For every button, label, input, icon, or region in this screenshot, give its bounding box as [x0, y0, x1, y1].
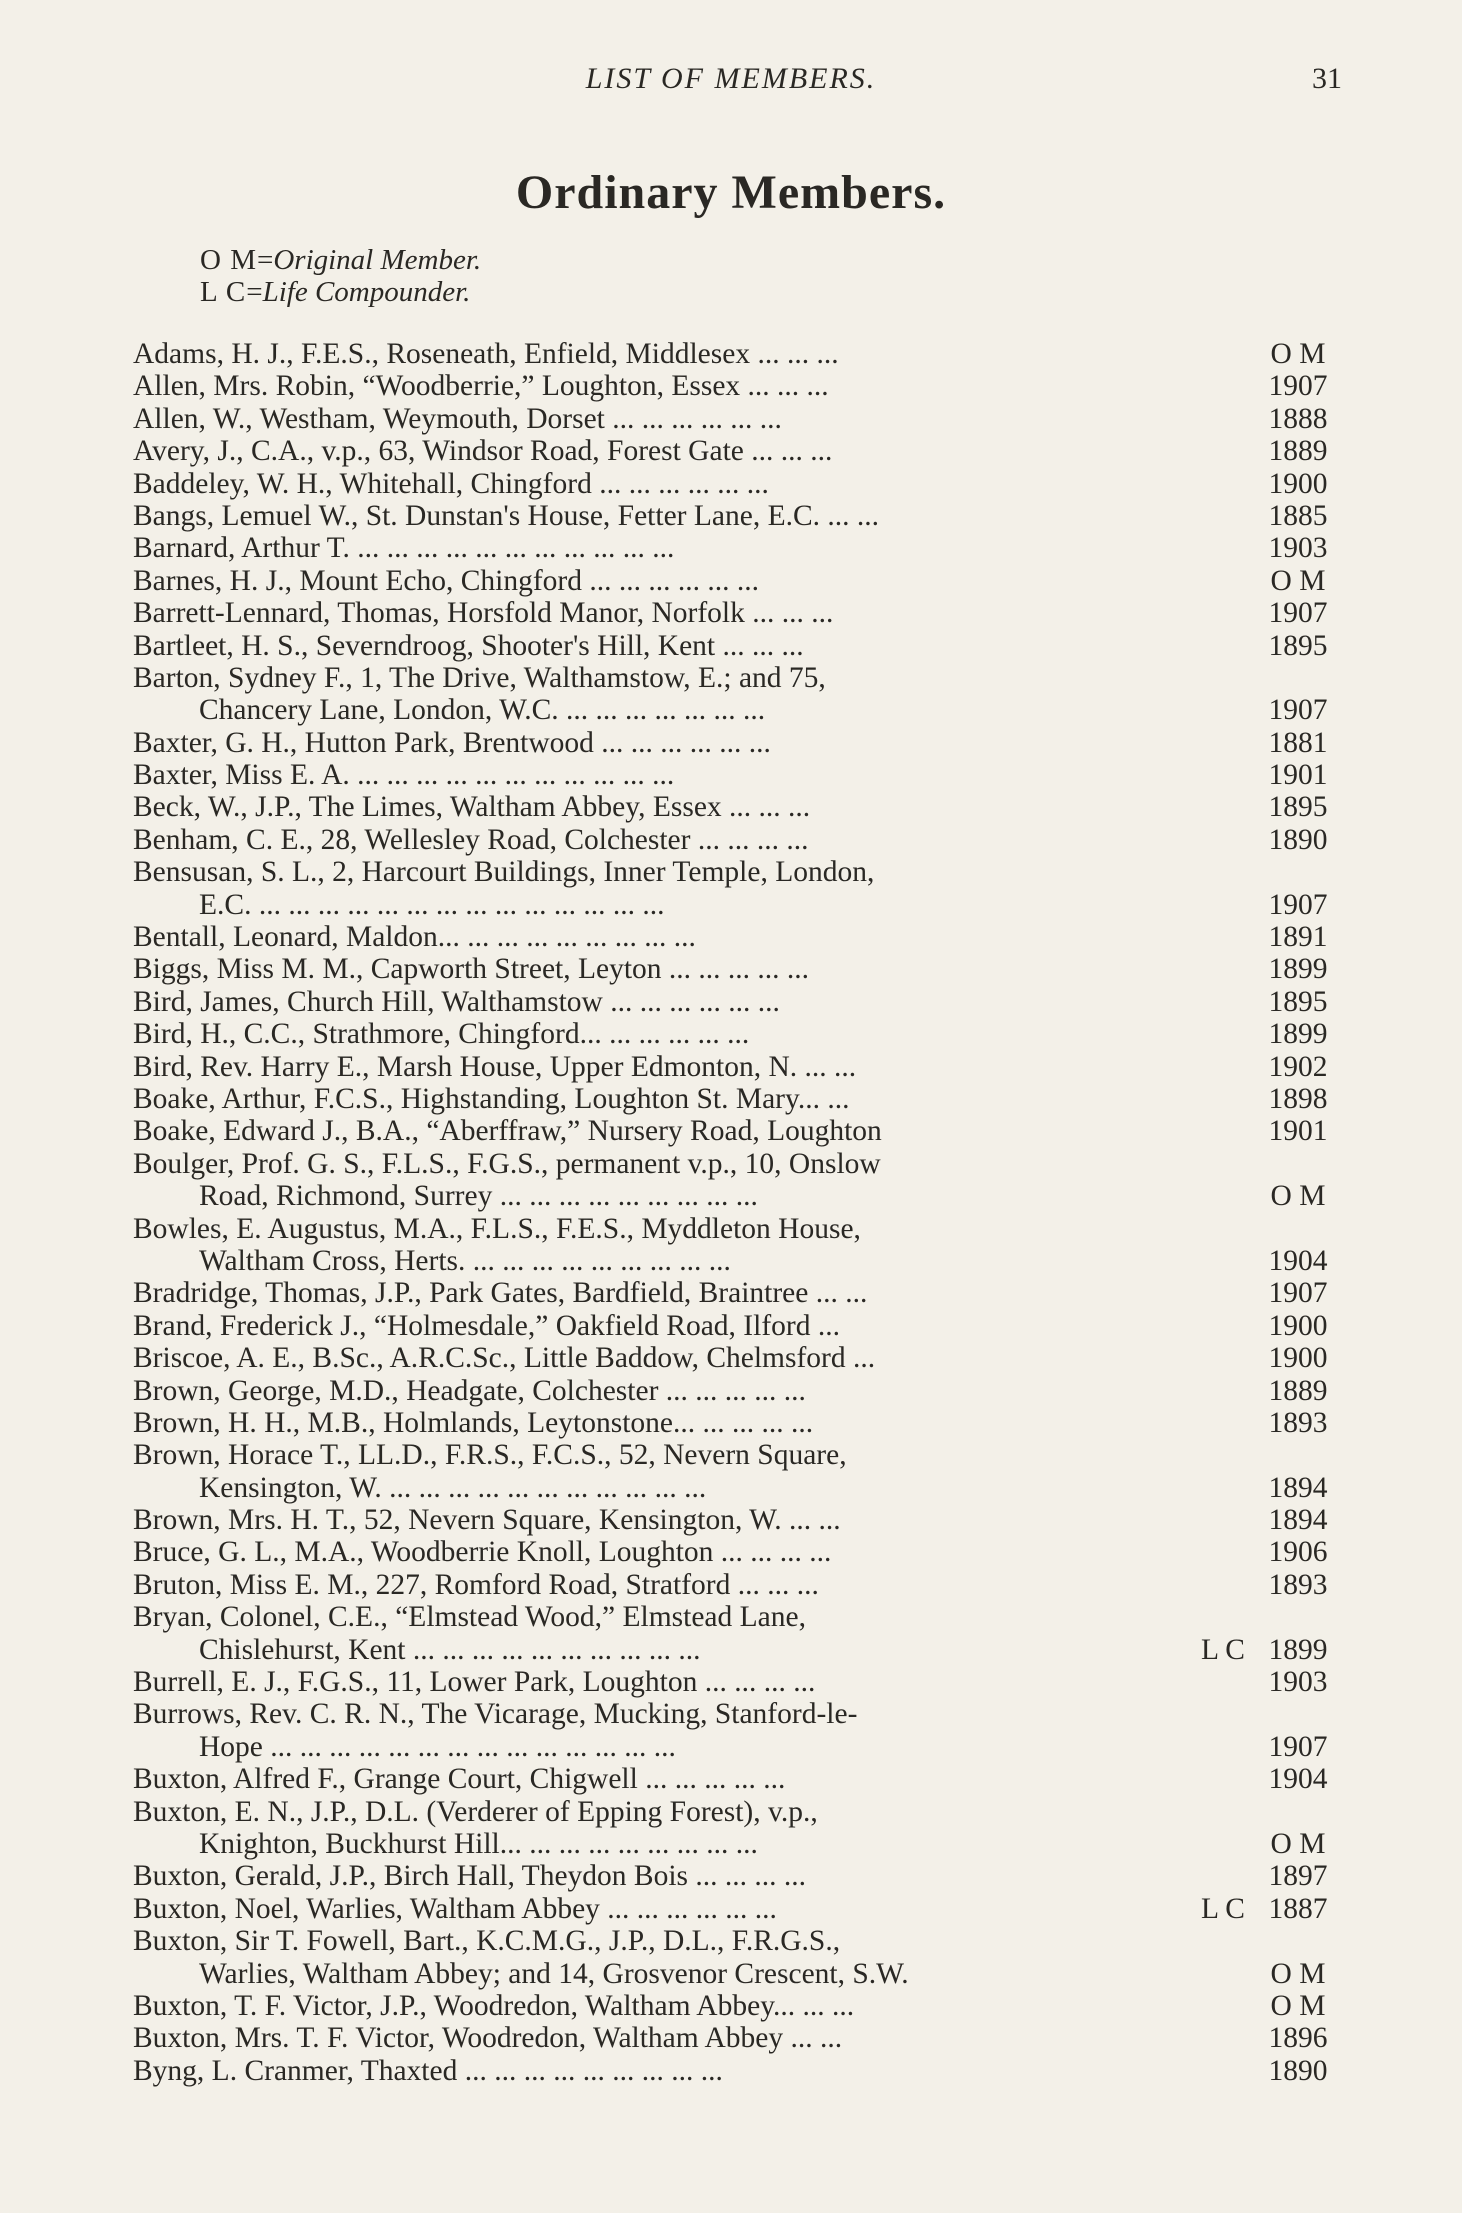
member-entry [133, 856, 1343, 888]
member-entry-text: Barnard, Arthur T. ... ... ... ... ... ... ... ... ... ... ... [133, 532, 675, 565]
member-year: 1891 [1268, 921, 1328, 954]
member-year: 1906 [1268, 1536, 1328, 1569]
member-entry [133, 1407, 1343, 1439]
legend-abbr: O M [200, 244, 257, 276]
member-year: 1885 [1268, 499, 1328, 532]
member-year: 1899 [1268, 953, 1328, 986]
member-entry [133, 1342, 1343, 1374]
member-entry [133, 1698, 1343, 1730]
member-year: 1893 [1268, 1406, 1328, 1439]
member-year: 1907 [1268, 597, 1328, 630]
member-entry-text: Byng, L. Cranmer, Thaxted ... ... ... ... ... ... ... ... ... [133, 2054, 723, 2087]
member-entry-text: Allen, Mrs. Robin, “Woodberrie,” Loughton, Essex ... ... ... [133, 370, 829, 403]
member-entry [133, 1277, 1343, 1309]
member-entry-continuation [133, 1828, 1343, 1860]
member-entry [133, 1504, 1343, 1536]
member-entry-text: Bryan, Colonel, C.E., “Elmstead Wood,” Elmstead Lane, [133, 1601, 806, 1634]
member-entry [133, 791, 1343, 823]
member-year: 1902 [1268, 1050, 1328, 1083]
member-year: 1889 [1268, 435, 1328, 468]
member-entry-text: Brown, H. H., M.B., Holmlands, Leytonstone... ... ... ... ... [133, 1406, 814, 1439]
member-entry [133, 1148, 1343, 1180]
member-year: O M [1270, 564, 1326, 597]
member-entry [133, 468, 1343, 500]
legend-item: L C=Life Compounder. [200, 276, 471, 308]
member-entry-text: Buxton, Alfred F., Grange Court, Chigwell ... ... ... ... ... [133, 1763, 786, 1796]
member-entry [133, 1536, 1343, 1568]
member-entry [133, 1763, 1343, 1795]
member-entry [133, 565, 1343, 597]
member-year: 1900 [1268, 467, 1328, 500]
member-year: 1890 [1268, 823, 1328, 856]
member-entry [133, 986, 1343, 1018]
member-entry-text: Brown, Horace T., LL.D., F.R.S., F.C.S., 52, Nevern Square, [133, 1439, 847, 1472]
member-year: 1901 [1268, 759, 1328, 792]
member-entry-text: Baddeley, W. H., Whitehall, Chingford ... ... ... ... ... ... [133, 467, 769, 500]
member-year: 1901 [1268, 1115, 1328, 1148]
member-year: 1894 [1268, 1471, 1328, 1504]
member-entry-text: Buxton, Sir T. Fowell, Bart., K.C.M.G., J.P., D.L., F.R.G.S., [133, 1925, 841, 1958]
member-entry [133, 370, 1343, 402]
member-year: 1893 [1268, 1568, 1328, 1601]
legend-item: O M=Original Member. [200, 244, 482, 276]
member-entry-text: E.C. ... ... ... ... ... ... ... ... ... ... ... ... ... ... [199, 888, 665, 921]
member-entry-text: Allen, W., Westham, Weymouth, Dorset ... ... ... ... ... ... [133, 402, 782, 435]
member-entry-text: Baxter, Miss E. A. ... ... ... ... ... ... ... ... ... ... ... [133, 759, 675, 792]
member-year: 1896 [1268, 2022, 1328, 2055]
member-year: 1899 [1268, 1633, 1328, 1666]
member-entry [133, 1990, 1343, 2022]
member-year: 1907 [1268, 888, 1328, 921]
running-head: LIST OF MEMBERS. [585, 62, 877, 95]
member-entry-text: Adams, H. J., F.E.S., Roseneath, Enfield, Middlesex ... ... ... [133, 338, 839, 370]
member-entry-continuation [133, 1180, 1343, 1212]
member-entry [133, 1310, 1343, 1342]
member-year: 1907 [1268, 370, 1328, 403]
member-year: 1894 [1268, 1504, 1328, 1537]
member-entry [133, 2022, 1343, 2054]
member-entry-continuation [133, 1958, 1343, 1990]
member-year: O M [1270, 338, 1326, 370]
member-entry [133, 630, 1343, 662]
member-year: 1907 [1268, 1277, 1328, 1310]
member-entry-text: Bird, Rev. Harry E., Marsh House, Upper Edmonton, N. ... ... [133, 1050, 857, 1083]
member-entry-text: Barton, Sydney F., 1, The Drive, Walthamstow, E.; and 75, [133, 661, 826, 694]
member-entry-text: Boake, Arthur, F.C.S., Highstanding, Loughton St. Mary... ... [133, 1082, 850, 1115]
member-entry [133, 1893, 1343, 1925]
member-entry-text: Bensusan, S. L., 2, Harcourt Buildings, Inner Temple, London, [133, 856, 875, 889]
member-year: 1881 [1268, 726, 1328, 759]
member-entry-text: Chislehurst, Kent ... ... ... ... ... ... ... ... ... ... [199, 1633, 701, 1666]
member-status: L C [1201, 1892, 1245, 1925]
member-year: 1900 [1268, 1309, 1328, 1342]
member-entry [133, 1115, 1343, 1147]
member-entry [133, 727, 1343, 759]
legend-desc: Original Member. [273, 244, 482, 276]
member-entry-text: Road, Richmond, Surrey ... ... ... ... ... ... ... ... ... [199, 1180, 758, 1213]
member-entry-text: Waltham Cross, Herts. ... ... ... ... ... ... ... ... ... [199, 1244, 731, 1277]
member-entry-text: Bruton, Miss E. M., 227, Romford Road, Stratford ... ... ... [133, 1568, 819, 1601]
member-entry [133, 1018, 1343, 1050]
member-year: 1887 [1268, 1892, 1328, 1925]
member-entry-text: Bentall, Leonard, Maldon... ... ... ... ... ... ... ... ... [133, 921, 696, 954]
member-entry-text: Buxton, Noel, Warlies, Waltham Abbey ... ... ... ... ... ... [133, 1892, 777, 1925]
member-entry-text: Barnes, H. J., Mount Echo, Chingford ... ... ... ... ... ... [133, 564, 760, 597]
member-year: 1907 [1268, 694, 1328, 727]
member-year: 1895 [1268, 629, 1328, 662]
member-entry [133, 597, 1343, 629]
member-year: O M [1270, 1989, 1326, 2022]
member-entry [133, 338, 1343, 370]
member-entry-text: Warlies, Waltham Abbey; and 14, Grosvenor Crescent, S.W. [199, 1957, 909, 1990]
member-entry-text: Biggs, Miss M. M., Capworth Street, Leyton ... ... ... ... ... [133, 953, 810, 986]
member-entry [133, 1601, 1343, 1633]
member-year: O M [1270, 1827, 1326, 1860]
legend-desc: Life Compounder. [262, 276, 471, 308]
member-entry-text: Boulger, Prof. G. S., F.L.S., F.G.S., permanent v.p., 10, Onslow [133, 1147, 881, 1180]
member-entry-text: Knighton, Buckhurst Hill... ... ... ... ... ... ... ... ... [199, 1827, 758, 1860]
member-entry [133, 2055, 1343, 2087]
member-year: 1890 [1268, 2054, 1328, 2087]
member-entry-text: Buxton, E. N., J.P., D.L. (Verderer of Epping Forest), v.p., [133, 1795, 818, 1828]
member-entry-continuation [133, 1245, 1343, 1277]
member-year: 1895 [1268, 791, 1328, 824]
member-entry [133, 759, 1343, 791]
page-number: 31 [1312, 62, 1342, 95]
member-entry [133, 824, 1343, 856]
member-entry-text: Burrows, Rev. C. R. N., The Vicarage, Mucking, Stanford-le- [133, 1698, 858, 1731]
member-year: O M [1270, 1180, 1326, 1213]
member-year: 1889 [1268, 1374, 1328, 1407]
member-entry-text: Bradridge, Thomas, J.P., Park Gates, Bardfield, Braintree ... ... [133, 1277, 868, 1310]
member-year: 1899 [1268, 1018, 1328, 1051]
legend-abbr: L C [200, 276, 247, 308]
member-entry-text: Kensington, W. ... ... ... ... ... ... ... ... ... ... ... [199, 1471, 707, 1504]
member-entry-continuation [133, 1634, 1343, 1666]
member-entry [133, 1083, 1343, 1115]
member-entry [133, 1796, 1343, 1828]
member-entry-text: Bartleet, H. S., Severndroog, Shooter's Hill, Kent ... ... ... [133, 629, 804, 662]
member-year: 1898 [1268, 1082, 1328, 1115]
member-entry-text: Benham, C. E., 28, Wellesley Road, Colchester ... ... ... ... [133, 823, 809, 856]
member-year: 1903 [1268, 1666, 1328, 1699]
member-year: 1895 [1268, 985, 1328, 1018]
member-entry [133, 953, 1343, 985]
member-list [133, 338, 1343, 2087]
member-entry-text: Barrett-Lennard, Thomas, Horsfold Manor, Norfolk ... ... ... [133, 597, 834, 630]
member-entry [133, 1925, 1343, 1957]
member-entry-continuation [133, 1472, 1343, 1504]
member-entry-text: Bird, James, Church Hill, Walthamstow ... ... ... ... ... ... [133, 985, 780, 1018]
member-year: 1897 [1268, 1860, 1328, 1893]
member-entry [133, 403, 1343, 435]
member-entry [133, 662, 1343, 694]
member-entry [133, 1375, 1343, 1407]
member-entry-text: Buxton, Gerald, J.P., Birch Hall, Theydon Bois ... ... ... ... [133, 1860, 807, 1893]
member-entry-text: Brand, Frederick J., “Holmesdale,” Oakfield Road, Ilford ... [133, 1309, 840, 1342]
member-entry [133, 532, 1343, 564]
member-entry-text: Burrell, E. J., F.G.S., 11, Lower Park, Loughton ... ... ... ... [133, 1666, 816, 1699]
member-year: 1903 [1268, 532, 1328, 565]
member-entry [133, 1439, 1343, 1471]
member-entry [133, 435, 1343, 467]
member-entry [133, 1051, 1343, 1083]
member-entry-continuation [133, 889, 1343, 921]
member-entry-text: Briscoe, A. E., B.Sc., A.R.C.Sc., Little Baddow, Chelmsford ... [133, 1342, 876, 1375]
member-entry-continuation [133, 694, 1343, 726]
member-year: 1904 [1268, 1244, 1328, 1277]
member-entry-text: Bangs, Lemuel W., St. Dunstan's House, Fetter Lane, E.C. ... ... [133, 499, 880, 532]
section-title: Ordinary Members. [515, 166, 947, 219]
member-year: O M [1270, 1957, 1326, 1990]
member-entry-text: Avery, J., C.A., v.p., 63, Windsor Road, Forest Gate ... ... ... [133, 435, 833, 468]
member-entry-continuation [133, 1731, 1343, 1763]
member-entry-text: Beck, W., J.P., The Limes, Waltham Abbey, Essex ... ... ... [133, 791, 811, 824]
member-entry-text: Chancery Lane, London, W.C. ... ... ... ... ... ... ... [199, 694, 766, 727]
abbreviation-legend [200, 244, 481, 308]
member-entry [133, 921, 1343, 953]
member-entry-text: Bruce, G. L., M.A., Woodberrie Knoll, Loughton ... ... ... ... [133, 1536, 832, 1569]
member-year: 1888 [1268, 402, 1328, 435]
member-entry-text: Buxton, T. F. Victor, J.P., Woodredon, Waltham Abbey... ... ... [133, 1989, 855, 2022]
member-entry-text: Buxton, Mrs. T. F. Victor, Woodredon, Waltham Abbey ... ... [133, 2022, 843, 2055]
member-entry-text: Hope ... ... ... ... ... ... ... ... ... ... ... ... ... ... [199, 1730, 676, 1763]
member-year: 1904 [1268, 1763, 1328, 1796]
member-entry-text: Brown, George, M.D., Headgate, Colchester ... ... ... ... ... [133, 1374, 806, 1407]
member-entry [133, 1213, 1343, 1245]
member-entry-text: Bowles, E. Augustus, M.A., F.L.S., F.E.S., Myddleton House, [133, 1212, 861, 1245]
member-entry-text: Bird, H., C.C., Strathmore, Chingford... ... ... ... ... ... [133, 1018, 750, 1051]
member-entry [133, 1860, 1343, 1892]
member-entry-text: Boake, Edward J., B.A., “Aberffraw,” Nursery Road, Loughton [133, 1115, 882, 1148]
member-entry [133, 1666, 1343, 1698]
member-entry-text: Brown, Mrs. H. T., 52, Nevern Square, Kensington, W. ... ... [133, 1504, 841, 1537]
member-year: 1907 [1268, 1730, 1328, 1763]
member-entry-text: Baxter, G. H., Hutton Park, Brentwood ... ... ... ... ... ... [133, 726, 771, 759]
member-entry [133, 1569, 1343, 1601]
member-status: L C [1201, 1633, 1245, 1666]
member-year: 1900 [1268, 1342, 1328, 1375]
member-entry [133, 500, 1343, 532]
